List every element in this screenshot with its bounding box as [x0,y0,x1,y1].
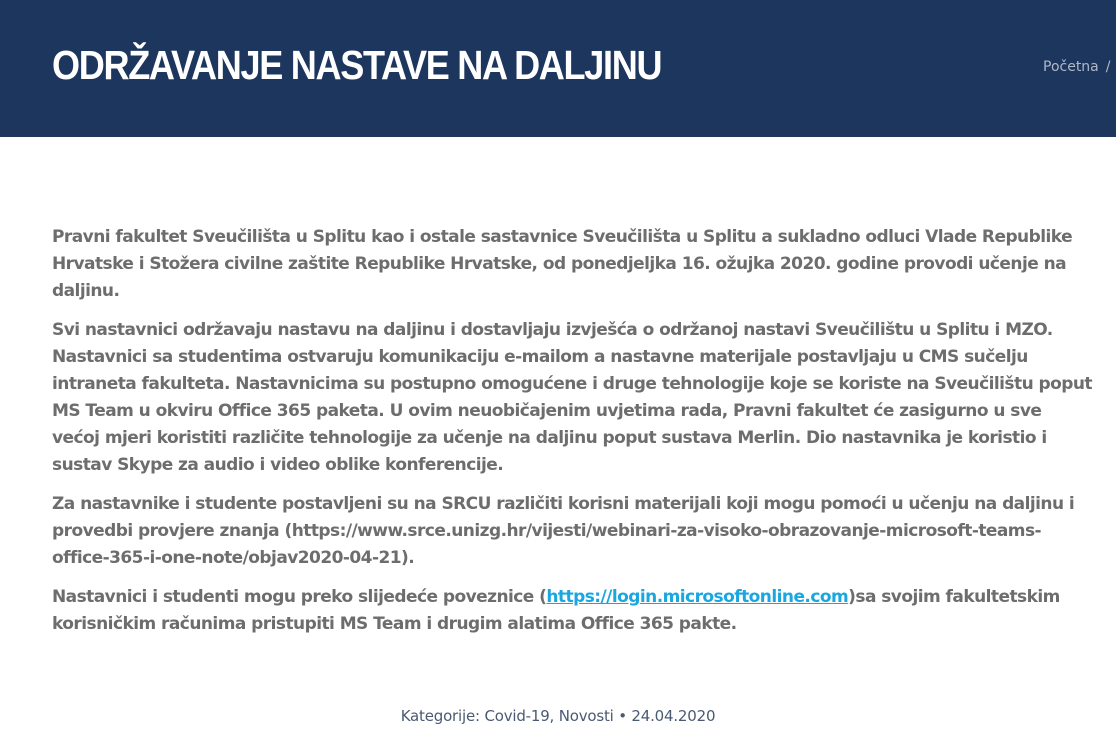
page-header [0,0,1116,137]
post-meta [0,705,1116,727]
article-body [52,224,1092,650]
article-paragraph-2: Svi nastavnici održavaju nastavu na daljinu i dostavljaju izvješća o održanoj nastavi Sveučilištu u Splitu i MZO. Nastavnici sa studentima ostvaruju komunikaciju e-mailom a nastavne materijale postavljaju u CMS sučelju intraneta fakulteta. Nastavnicima su postupno omogućene i druge tehnologije koje se koriste na Sveučilištu poput MS Team u okviru Office 365 paketa. U ovim neuobičajenim uvjetima rada, Pravni fakultet će zasigurno u sve većoj mjeri koristiti različite tehnologije za učenje na daljinu poput sustava Merlin. Dio nastavnika je koristio i sustav Skype za audio i video oblike konferencije. [52,320,1092,475]
page-title: ODRŽAVANJE NASTAVE NA DALJINU [52,42,662,88]
post-date: 24.04.2020 [631,707,716,725]
article-paragraph-1: Pravni fakultet Sveučilišta u Splitu kao i ostale sastavnice Sveučilišta u Splitu a sukladno odluci Vlade Republike Hrvatske i Stožera civilne zaštite Republike Hrvatske, od ponedjeljka 16. ožujka 2020. godine provodi učenje na daljinu. [52,227,1073,301]
categories-label: Kategorije: [400,707,480,725]
paragraph-4-text-before: Nastavnici i studenti mogu preko slijedeće poveznice ( [52,587,547,607]
breadcrumb-separator: / [1105,59,1111,75]
breadcrumb-home-link[interactable]: Početna [1043,59,1099,75]
microsoft-login-link[interactable]: https://login.microsoftonline.com [546,587,849,607]
meta-bullet: • [618,707,627,725]
breadcrumb [1043,57,1110,77]
categories-links[interactable]: Covid-19, Novosti [484,707,614,725]
paragraph-4-text-after: )sa svojim fakultetskim korisničkim računima pristupiti MS Team i drugim alatima Office 365 pakte. [52,587,1060,634]
article-paragraph-4 [52,584,1092,638]
article-paragraph-3: Za nastavnike i studente postavljeni su na SRCU različiti korisni materijali koji mogu pomoći u učenju na daljinu i provedbi provjere znanja (https://www.srce.unizg.hr/vijesti/webinari-za-visoko-obrazovanje-microsoft-teams-office-365-i-one-note/objav2020-04-21). [52,494,1075,568]
